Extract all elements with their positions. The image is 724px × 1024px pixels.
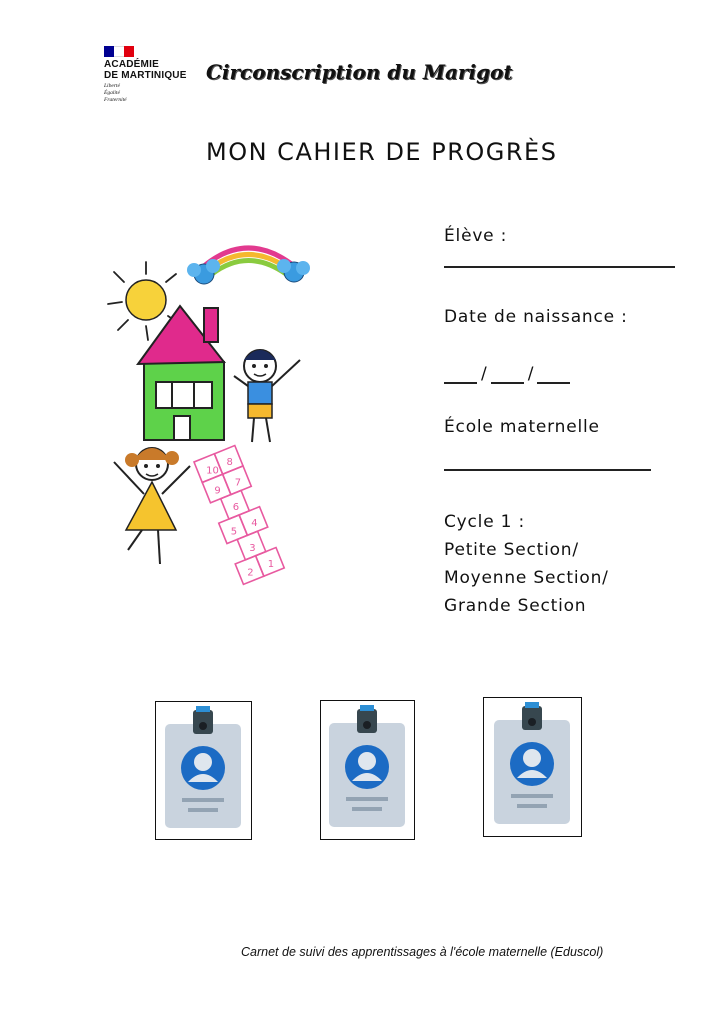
- date-of-birth-field[interactable]: [444, 364, 574, 384]
- hopscotch-number: 4: [251, 518, 258, 530]
- photo-badge-ps: [155, 701, 252, 840]
- flag-red: [124, 46, 134, 57]
- photo-badge-gs: [483, 697, 582, 837]
- photo-badge-ms: [320, 700, 415, 840]
- child-drawing-illustration: [100, 236, 320, 579]
- month-blank[interactable]: [491, 368, 524, 384]
- flag-blue: [104, 46, 114, 57]
- motto-egalite: Égalité: [104, 90, 120, 96]
- cycle-line-3: Moyenne Section/: [444, 568, 609, 588]
- academie-logo: [104, 46, 204, 116]
- motto-fraternite: Fraternité: [104, 97, 127, 103]
- hopscotch-number: 10: [206, 465, 219, 477]
- day-blank[interactable]: [444, 368, 477, 384]
- id-badge-icon: [321, 701, 413, 838]
- page-title: MON CAHIER DE PROGRÈS: [206, 138, 558, 166]
- hopscotch-number: 8: [226, 457, 233, 468]
- cycle-line-1: Cycle 1 :: [444, 512, 526, 532]
- hopscotch-number: 6: [232, 502, 240, 513]
- year-blank[interactable]: [537, 368, 570, 384]
- hopscotch-number: 9: [214, 485, 221, 497]
- girl-icon: [114, 448, 190, 564]
- cycle-line-2: Petite Section/: [444, 540, 579, 560]
- french-flag-icon: [104, 46, 134, 57]
- id-badge-icon: [484, 698, 580, 835]
- cycle-line-4: Grande Section: [444, 596, 587, 616]
- boy-icon: [234, 350, 300, 442]
- logo-academie: ACADÉMIE: [104, 59, 159, 70]
- hopscotch-number: 7: [234, 477, 242, 489]
- hopscotch-number: 5: [230, 526, 238, 538]
- circonscription-title: Circonscription du Marigot: [206, 60, 513, 84]
- ecole-label: École maternelle: [444, 417, 600, 437]
- date-slash-1: /: [481, 364, 487, 384]
- id-badge-icon: [156, 702, 250, 838]
- hopscotch-number: 2: [247, 567, 254, 579]
- flag-white: [114, 46, 124, 57]
- footer-note: Carnet de suivi des apprentissages à l'école maternelle (Eduscol): [241, 945, 604, 959]
- eleve-label: Élève :: [444, 226, 508, 246]
- naissance-label: Date de naissance :: [444, 307, 628, 327]
- motto-liberte: Liberté: [104, 83, 120, 89]
- logo-martinique: DE MARTINIQUE: [104, 70, 187, 81]
- eleve-line[interactable]: [444, 266, 675, 268]
- hopscotch-number: 3: [249, 542, 256, 554]
- house-icon: [138, 306, 224, 440]
- hopscotch-number: 1: [267, 559, 275, 570]
- ecole-line[interactable]: [444, 469, 651, 471]
- date-slash-2: /: [527, 364, 534, 384]
